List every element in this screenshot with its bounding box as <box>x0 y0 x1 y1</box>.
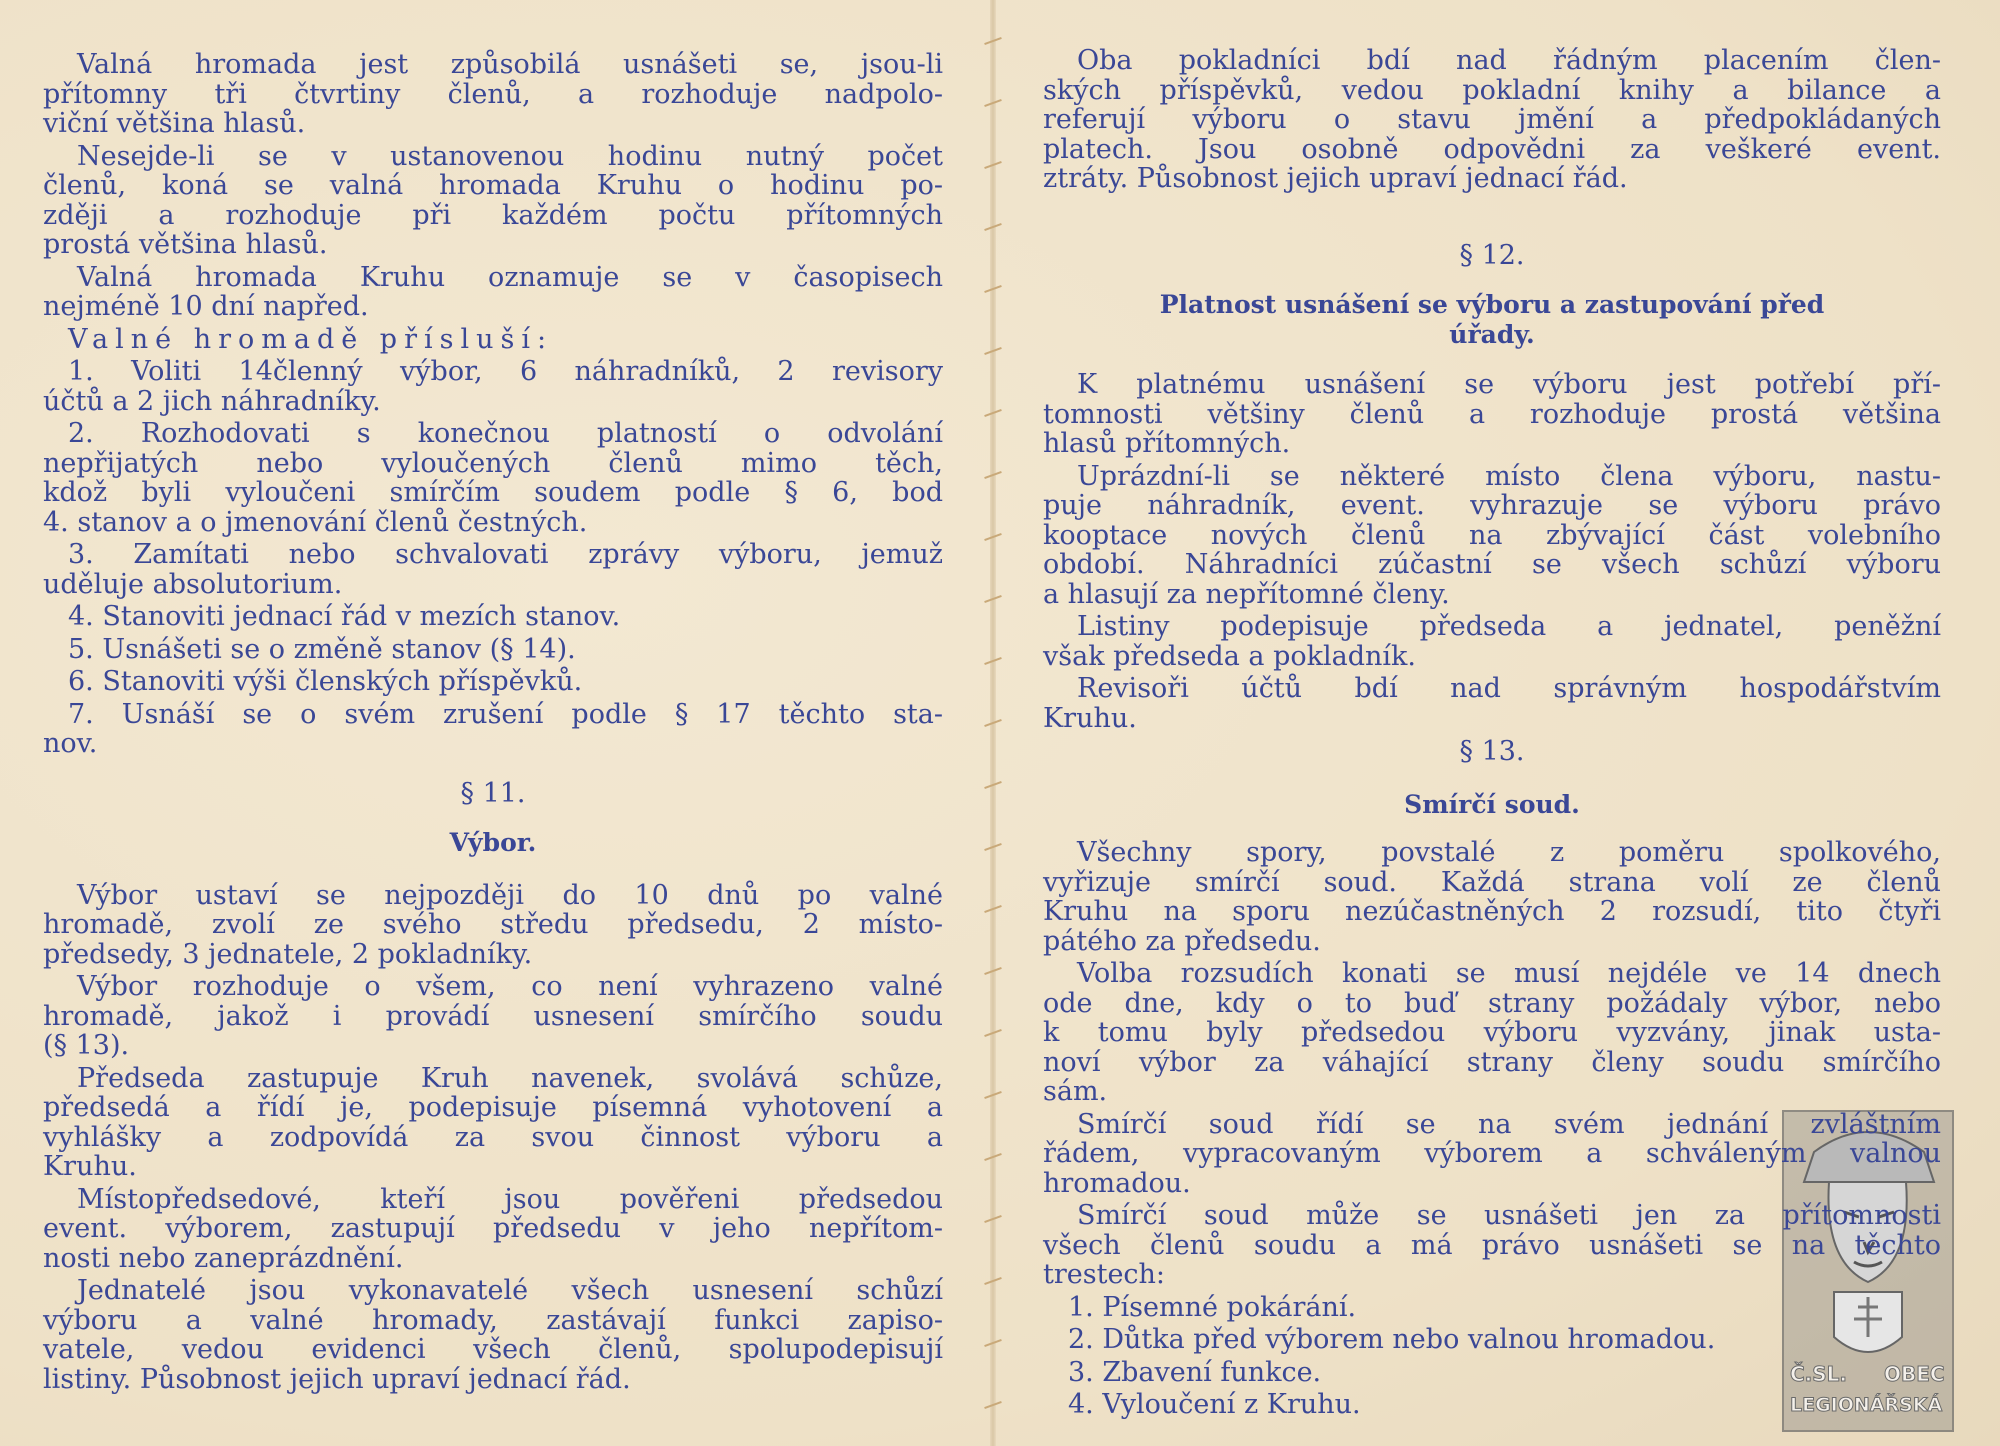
text-line: Listiny podepisuje předseda a jednatel, peněžní <box>1077 611 1941 642</box>
text-line: Smírčí soud. <box>1404 789 1580 819</box>
text-line: nosti nebo zaneprázdnění. <box>43 1242 404 1274</box>
list-item <box>43 419 943 537</box>
text-line: řádem, vypracovaným výborem a schváleným valnou <box>1043 1138 1941 1169</box>
text-line: nov. <box>43 728 98 759</box>
text-line: Smírčí soud řídí se na svém jednání zvláštním <box>1077 1108 1941 1140</box>
text-line: vatele, vedou evidenci všech členů, spolupodepisují <box>43 1334 943 1365</box>
text-line: Kruhu. <box>43 1151 137 1182</box>
list-item <box>1043 1325 1941 1355</box>
paragraph <box>43 1185 943 1274</box>
text-line: Platnost usnášení se výboru a zastupování před <box>1159 290 1825 319</box>
list-item <box>43 602 943 632</box>
left-page <box>43 0 943 1394</box>
list-item <box>43 540 943 599</box>
text-line: (§ 13). <box>43 1030 130 1061</box>
logo-text-obec: OBEC <box>1884 1362 1945 1386</box>
text-line: Výbor. <box>449 828 537 857</box>
text-line: 3. Zamítati nebo schvalovati zprávy výboru, jemuž <box>68 539 943 570</box>
text-line: hlasů přítomných. <box>1043 428 1291 459</box>
paragraph <box>1043 1110 1941 1199</box>
paragraph <box>1043 612 1941 671</box>
text-line: hromadě, zvolí ze svého středu předsedu, 2 místo- <box>43 909 943 940</box>
list-item <box>43 357 943 416</box>
text-line: 5. Usnášeti se o změně stanov (§ 14). <box>68 633 576 665</box>
text-line: pátého za předsedu. <box>1043 925 1321 957</box>
text-line: přítomny tři čtvrtiny členů, a rozhoduje nadpolo- <box>43 78 943 110</box>
text-line: 4. Stanoviti jednací řád v mezích stanov. <box>68 601 621 632</box>
text-line: uděluje absolutorium. <box>43 568 343 600</box>
text-line: Výbor rozhoduje o všem, co není vyhrazeno valné <box>77 971 943 1002</box>
paragraph <box>1043 959 1941 1107</box>
text-line: úřady. <box>1449 319 1535 349</box>
text-line: a hlasují za nepřítomné členy. <box>1043 578 1450 610</box>
list-item <box>43 667 943 697</box>
paragraph <box>43 142 943 260</box>
text-line: Volba rozsudích konati se musí nejdéle ve 14 dnech <box>1077 958 1941 989</box>
text-line: zději a rozhoduje při každém počtu přítomných <box>43 199 943 231</box>
text-line: platech. Jsou osobně odpovědni za veškeré event. <box>1043 133 1941 165</box>
text-line: viční většina hlasů. <box>43 108 306 139</box>
text-line: 1. Písemné pokárání. <box>1068 1291 1357 1323</box>
paragraph <box>43 972 943 1061</box>
text-line: § 13. <box>1459 736 1525 767</box>
text-line: § 11. <box>460 777 526 809</box>
section-number <box>1043 737 1941 767</box>
text-line: prostá většina hlasů. <box>43 229 328 260</box>
text-line: Uprázdní-li se některé místo člena výboru, nastu- <box>1077 460 1941 492</box>
logo-text-csl: Č.SL. <box>1790 1362 1848 1386</box>
text-line: ztráty. Působnost jejich upraví jednací řád. <box>1043 163 1628 194</box>
text-line: Smírčí soud může se usnášeti jen za přítomnosti <box>1077 1200 1941 1231</box>
paragraph <box>1043 838 1941 956</box>
text-line: 4. Vyloučení z Kruhu. <box>1068 1389 1361 1420</box>
logo-text-legionarska: LEGIONÁŘSKÁ <box>1790 1394 1943 1416</box>
list-item <box>1043 1358 1941 1388</box>
text-line: Místopředsedové, kteří jsou pověřeni předsedou <box>77 1183 943 1215</box>
paragraph <box>43 50 943 139</box>
list-item <box>1043 1293 1941 1323</box>
text-line: předsedy, 3 jednatele, 2 pokladníky. <box>43 938 533 970</box>
section-number <box>43 779 943 809</box>
paragraph <box>43 1064 943 1182</box>
text-line: puje náhradník, event. vyhrazuje se výboru právo <box>1043 490 1941 521</box>
text-line: hromadou. <box>1043 1167 1191 1199</box>
text-line: Revisoři účtů bdí nad správným hospodářstvím <box>1077 673 1941 704</box>
text-line: Kruhu na sporu nezúčastněných 2 rozsudí, tito čtyři <box>1043 896 1941 927</box>
text-line: ode dne, kdy o to buď strany požádaly výbor, nebo <box>1043 987 1941 1019</box>
section-title <box>1043 790 1941 820</box>
list-item <box>43 635 943 665</box>
text-line: předsedá a řídí je, podepisuje písemná vyhotovení a <box>43 1092 943 1123</box>
text-line: 1. Voliti 14členný výbor, 6 náhradníků, 2 revisory <box>68 356 943 387</box>
paragraph <box>1043 462 1941 610</box>
paragraph <box>43 263 943 322</box>
text-line: Všechny spory, povstalé z poměru spolkového, <box>1077 837 1941 868</box>
text-line: Jednatelé jsou vykonavatelé všech usnesení schůzí <box>77 1275 943 1306</box>
text-line: trestech: <box>1043 1259 1166 1290</box>
text-line: Předseda zastupuje Kruh navenek, svolává schůze, <box>77 1062 943 1094</box>
text-line: členů, koná se valná hromada Kruhu o hodinu po- <box>43 170 943 201</box>
text-line: 3. Zbavení funkce. <box>1068 1356 1322 1388</box>
text-line: 7. Usnáší se o svém zrušení podle § 17 těchto sta- <box>68 698 943 730</box>
text-line: k tomu byly předsedou výboru vyzvány, jinak usta- <box>1043 1017 1941 1048</box>
text-line: všech členů soudu a má právo usnášeti se na těchto <box>1043 1229 1941 1261</box>
text-line: referují výboru o stavu jmění a předpokládaných <box>1043 104 1941 135</box>
text-line: K platnému usnášení se výboru jest potřebí pří- <box>1077 369 1941 400</box>
text-line: ských příspěvků, vedou pokladní knihy a bilance a <box>1043 74 1941 106</box>
right-page <box>1043 0 1941 1420</box>
text-line: vyřizuje smírčí soud. Každá strana volí ze členů <box>1043 866 1941 898</box>
text-line: nejméně 10 dní napřed. <box>43 291 369 322</box>
subheading <box>43 325 943 355</box>
paragraph <box>43 1276 943 1394</box>
text-line: výboru a valné hromady, zastávají funkci zapiso- <box>43 1304 943 1336</box>
text-line: vyhlášky a zodpovídá za svou činnost výboru a <box>43 1121 943 1153</box>
text-line: event. výborem, zastupují předsedu v jeho nepřítom- <box>43 1213 943 1244</box>
text-line: kdož byli vyloučeni smírčím soudem podle § 6, bod <box>43 477 943 508</box>
text-line: Výbor ustaví se nejpozději do 10 dnů po valné <box>77 879 943 911</box>
paragraph <box>43 881 943 970</box>
text-line: nepřijatých nebo vyloučených členů mimo těch, <box>43 447 943 479</box>
text-line: sám. <box>1043 1076 1108 1107</box>
text-line: však předseda a pokladník. <box>1043 640 1416 672</box>
text-line: listiny. Působnost jejich upraví jednací řád. <box>43 1363 631 1395</box>
text-line: účtů a 2 jich náhradníky. <box>43 385 381 417</box>
text-line: období. Náhradníci zúčastní se všech schůzí výboru <box>1043 549 1941 580</box>
text-line: Nesejde-li se v ustanovenou hodinu nutný počet <box>77 140 943 172</box>
text-line: Oba pokladníci bdí nad řádným placením člen- <box>1077 45 1941 76</box>
paragraph <box>1043 46 1941 194</box>
text-line: Valné hromadě přísluší: <box>68 323 554 355</box>
text-line: Valná hromada jest způsobilá usnášeti se, jsou-li <box>77 49 943 80</box>
text-line: 4. stanov a o jmenování členů čestných. <box>43 506 588 538</box>
paragraph <box>1043 674 1941 733</box>
list-item <box>1043 1390 1941 1420</box>
text-line: Valná hromada Kruhu oznamuje se v časopisech <box>77 261 943 293</box>
text-line: 2. Rozhodovati s konečnou platností o odvolání <box>68 418 943 449</box>
text-line: 2. Důtka před výborem nebo valnou hromadou. <box>1068 1324 1716 1355</box>
text-line: tomnosti většiny členů a rozhoduje prostá většina <box>1043 398 1941 430</box>
list-item <box>43 700 943 759</box>
text-line: kooptace nových členů na zbývající část volebního <box>1043 519 1941 551</box>
text-line: hromadě, jakož i provádí usnesení smírčího soudu <box>43 1000 943 1032</box>
text-line: § 12. <box>1459 239 1525 271</box>
section-number <box>1043 241 1941 271</box>
text-line: Kruhu. <box>1043 702 1137 734</box>
text-line: 6. Stanoviti výši členských příspěvků. <box>68 666 583 697</box>
paragraph <box>1043 1201 1941 1290</box>
section-title <box>1043 290 1941 349</box>
text-line: noví výbor za váhající strany členy soudu smírčího <box>1043 1046 1941 1078</box>
paragraph <box>1043 370 1941 459</box>
section-title <box>43 828 943 858</box>
